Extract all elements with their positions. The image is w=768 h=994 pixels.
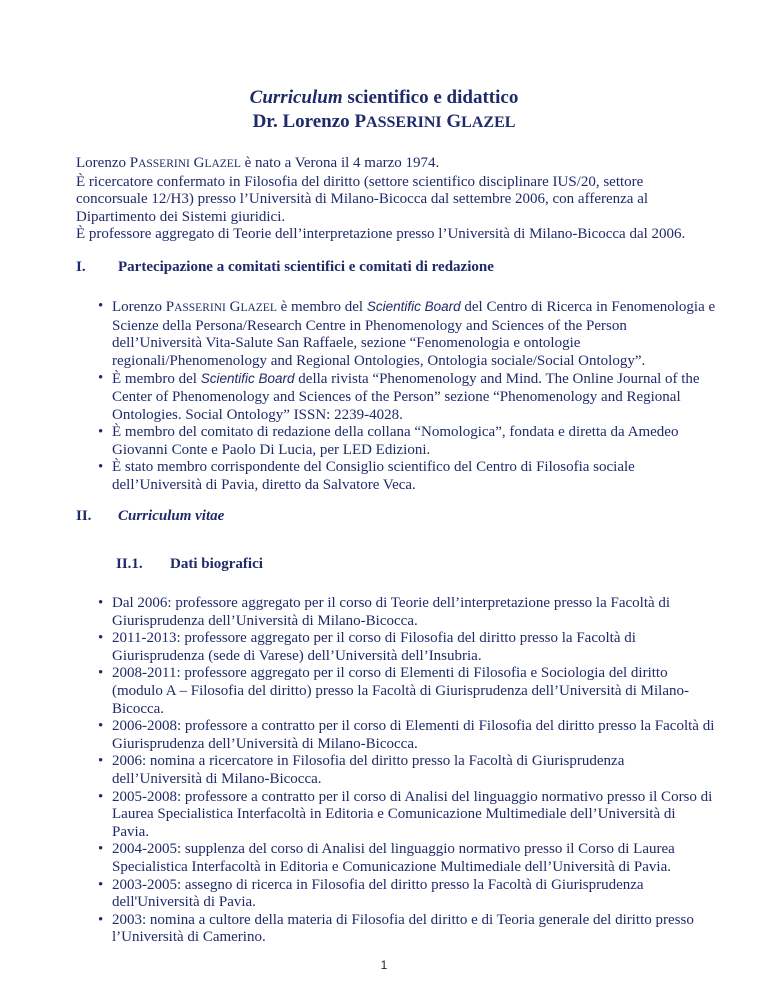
bullet-icon: • [98, 630, 104, 647]
intro-name-first: Lorenzo [76, 155, 130, 171]
title-curriculum: Curriculum [249, 87, 343, 108]
text-run: è membro del [276, 299, 367, 315]
text-run: È membro del [112, 371, 201, 388]
list-item [96, 753, 716, 788]
intro-birth [76, 155, 716, 174]
intro-name-s2i: G [189, 155, 205, 171]
title-line1-rest: scientifico e didattico [342, 87, 519, 108]
text-run: Lorenzo [112, 299, 166, 315]
title-line-1 [0, 86, 768, 110]
list-item [96, 459, 716, 494]
bullet-icon: • [98, 753, 104, 770]
text-run-italic: Scientific Board [366, 299, 461, 314]
bullet-icon: • [98, 788, 104, 805]
page-number: 1 [380, 958, 388, 972]
list-item-text: 2011-2013: professore aggregato per il corso di Filosofia del diritto presso la Facoltà di Giurisprudenza (sede di Varese) dell’Università dell’Insubria. [112, 630, 636, 664]
list-item [96, 877, 716, 912]
text-run-italic: Scientific Board [200, 371, 295, 387]
list-item [96, 298, 716, 370]
intro-professor: È professore aggregato di Teorie dell’interpretazione presso l’Università di Milano-Bicocca dal 2006. [76, 226, 686, 243]
section-number: I. [76, 259, 86, 275]
title-line-2 [0, 110, 768, 135]
list-item-text: È membro del comitato di redazione della collana “Nomologica”, fondata e diretta da Amedeo Giovanni Conte e Paolo Di Lucia, per LED Edizioni. [112, 424, 679, 458]
intro-block [76, 155, 716, 244]
bullet-icon: • [98, 424, 104, 441]
bullet-icon: • [98, 911, 104, 928]
intro-birth-rest: è nato a Verona il 4 marzo 1974. [240, 155, 440, 171]
title-surname1-initial: P [354, 111, 367, 132]
document-title [0, 86, 768, 135]
bullet-icon: • [98, 595, 104, 611]
intro-name-s1i: P [129, 155, 139, 171]
text-run: del Centro di Ricerca in Fenomenologia e Scienze della Persona/Research Centre in Phenomenology and Sciences of the Person dell’Università Vita-Salute San Raffaele, sezione “Fenomenologia e ontologie regionali/Phenomenology and Regional Ontologies, Ontologia sociale/Social Ontology”. [112, 299, 716, 369]
bullet-icon: • [98, 665, 104, 682]
title-prefix: Dr. Lorenzo [252, 111, 355, 132]
list-item-text [112, 299, 715, 369]
subsection-label: Dati biografici [170, 556, 263, 572]
list-item [96, 424, 716, 459]
list-item [96, 718, 716, 753]
list-item-text: È stato membro corrispondente del Consiglio scientifico del Centro di Filosofia sociale dell’Università di Pavia, diretto da Salvatore Veca. [112, 459, 635, 493]
section-label: Partecipazione a comitati scientifici e comitati di redazione [118, 259, 494, 275]
text-run: P [165, 299, 175, 315]
intro-name-s1r: ASSERINI [138, 158, 190, 170]
section-1-list [96, 298, 716, 495]
bullet-icon: • [98, 370, 104, 387]
title-surname2-initial: G [441, 111, 462, 132]
bullet-icon: • [98, 459, 104, 476]
list-item [96, 595, 716, 630]
intro-name-s2r: LAZEL [204, 158, 241, 170]
text-run: ASSERINI [174, 302, 226, 314]
text-run: G [225, 299, 241, 315]
list-item-text: Dal 2006: professore aggregato per il corso di Teorie dell’interpretazione presso la Facoltà di Giurisprudenza dell’Università di Milano-Bicocca. [112, 595, 671, 629]
bullet-icon: • [98, 876, 104, 893]
bullet-icon: • [98, 841, 104, 858]
list-item [96, 630, 716, 665]
text-run: LAZEL [240, 302, 277, 314]
title-surname2-rest: LAZEL [461, 114, 516, 131]
list-item-text: 2003-2005: assegno di ricerca in Filosofia del diritto presso la Facoltà di Giurisprudenza dell'Università di Pavia. [112, 876, 644, 911]
list-item-text: 2006: nomina a ricercatore in Filosofia del diritto presso la Facoltà di Giurisprudenza dell’Università di Milano-Bicocca. [112, 753, 625, 787]
section-number: II. [76, 508, 92, 524]
list-item-text [112, 371, 700, 422]
list-item-text: 2005-2008: professore a contratto per il corso di Analisi del linguaggio normativo presso il Corso di Laurea Specialistica Interfacoltà in Editoria e Comunicazione Multimediale dell’Università di Pavia. [112, 788, 713, 840]
title-surname1-rest: ASSERINI [366, 114, 442, 131]
list-item [96, 665, 716, 718]
text-run: della rivista “Phenomenology and Mind. The Online Journal of the Center of Phenomenology and Sciences of the Person” sezione “Phenomenology and Regional Ontologies. Social Ontology” ISSN: 2239-4028. [112, 371, 700, 423]
list-item [96, 912, 716, 947]
list-item-text: 2003: nomina a cultore della materia di Filosofia del diritto e di Teoria generale del diritto presso l’Università di Camerino. [112, 911, 694, 946]
list-item-text: 2004-2005: supplenza del corso di Analisi del linguaggio normativo presso il Corso di Laurea Specialistica Interfacoltà in Editoria e Comunicazione Multimediale dell’Università di Pavia. [112, 841, 675, 875]
section-label: Curriculum vitae [118, 508, 225, 524]
list-item [96, 841, 716, 876]
section-2-list [96, 595, 716, 947]
list-item [96, 789, 716, 842]
list-item-text: 2008-2011: professore aggregato per il corso di Elementi di Filosofia e Sociologia del diritto (modulo A – Filosofia del diritto) presso la Facoltà di Giurisprudenza dell’Università di Milano-Bicocca. [112, 665, 689, 717]
bullet-icon: • [98, 298, 104, 314]
bullet-icon: • [98, 718, 104, 735]
list-item-text: 2006-2008: professore a contratto per il corso di Elementi di Filosofia del diritto presso la Facoltà di Giurisprudenza dell’Università di Milano-Bicocca. [112, 718, 715, 752]
list-item [96, 370, 716, 424]
intro-position: È ricercatore confermato in Filosofia del diritto (settore scientifico disciplinare IUS/20, settore concorsuale 12/H3) presso l’Università di Milano-Bicocca dal settembre 2006, con afferenza al Dipartimento dei Sistemi giuridici. [76, 173, 649, 225]
subsection-number: II.1. [116, 556, 143, 572]
